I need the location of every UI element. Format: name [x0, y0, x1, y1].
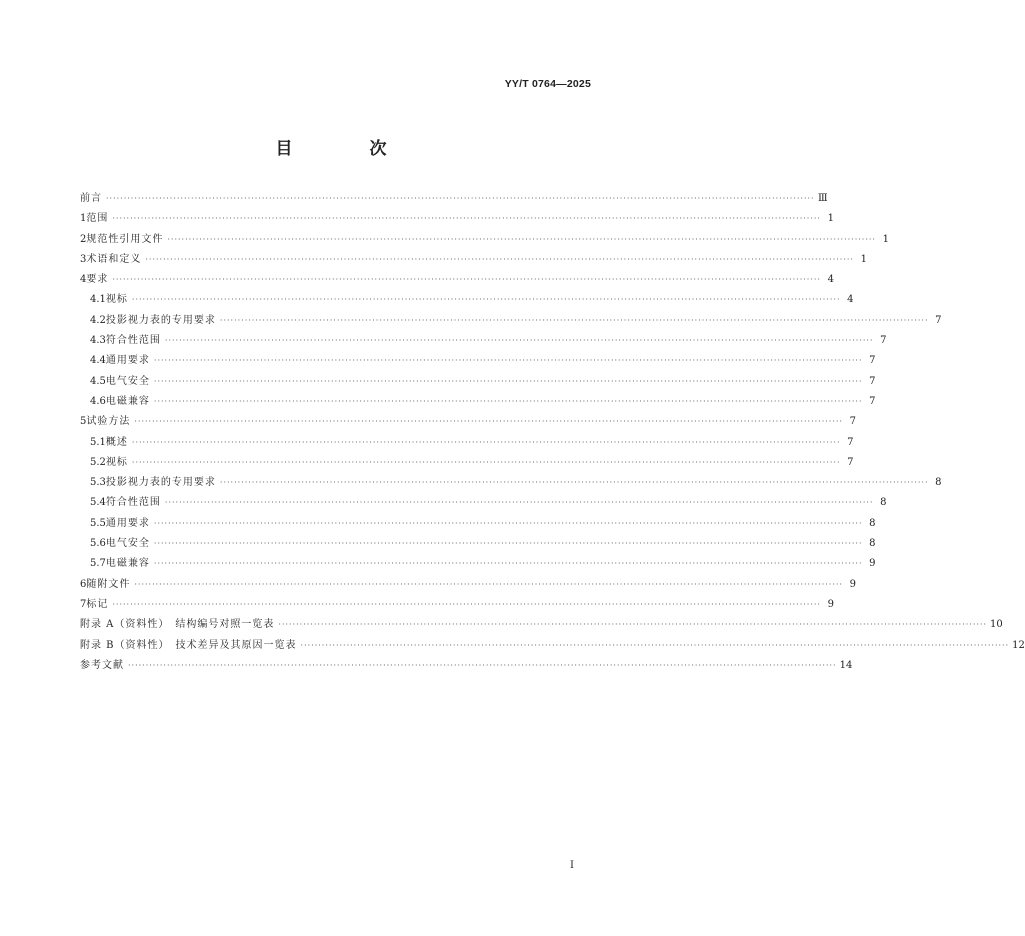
toc-entry-label: 电气安全	[105, 538, 150, 550]
toc-entry-label: 附录 B（资料性） 技术差异及其原因一览表	[80, 639, 297, 651]
toc-dot-leader: ········································································································································································································	[153, 518, 863, 528]
toc-dot-leader: ········································································································································································································	[164, 498, 874, 508]
toc-dot-leader: ········································································································································································································	[106, 194, 815, 203]
toc-entry-page: 14	[839, 659, 853, 671]
toc-entry-label: 投影视力表的专用要求	[105, 477, 216, 489]
toc-entry-page: 9	[827, 598, 834, 610]
toc-entry-label: 要求	[86, 274, 109, 286]
toc-entry-number: 2	[80, 233, 87, 245]
toc-entry-page: 8	[869, 538, 876, 550]
page-title: 目 次	[275, 139, 417, 159]
toc-entry-page: 7	[847, 436, 854, 448]
toc-entry-number: 5.2	[90, 456, 106, 468]
toc-entry-number: 4	[80, 274, 87, 286]
toc-entry-label: 视标	[105, 456, 128, 468]
toc-entry[interactable]	[80, 554, 876, 574]
toc-entry-label: 电磁兼容	[105, 558, 150, 570]
toc-entry[interactable]	[80, 636, 1025, 656]
toc-entry-page: 7	[880, 335, 887, 347]
toc-entry-label: 前言	[80, 193, 102, 204]
toc-entry-page: 4	[847, 294, 854, 306]
toc-entry[interactable]	[80, 230, 889, 250]
toc-entry-page: 7	[849, 416, 856, 428]
toc-entry-label: 投影视力表的专用要求	[105, 314, 216, 326]
toc-entry-page: 12	[1012, 639, 1025, 651]
toc-dot-leader: ········································································································································································································	[131, 295, 841, 305]
toc-dot-leader: ········································································································································································································	[153, 559, 863, 569]
toc-entry-page: 8	[869, 517, 876, 529]
toc-entry-label: 附录 A（资料性） 结构编号对照一览表	[80, 619, 275, 631]
toc-entry-label: 符合性范围	[105, 497, 161, 509]
table-of-contents	[80, 189, 1025, 676]
page-number: Ⅰ	[570, 860, 574, 871]
toc-entry-number: 4.6	[90, 395, 106, 407]
toc-dot-leader: ········································································································································································································	[164, 336, 874, 346]
toc-entry-number: 5.1	[90, 436, 106, 448]
toc-entry-page: 7	[847, 456, 854, 468]
toc-entry-label: 参考文献	[80, 659, 124, 671]
toc-entry-page: Ⅲ	[817, 193, 828, 204]
toc-entry-page: 9	[869, 558, 876, 570]
toc-entry-number: 5	[80, 416, 87, 428]
toc-entry-label: 范围	[86, 213, 109, 225]
toc-entry-number: 3	[80, 253, 87, 265]
toc-entry[interactable]	[80, 656, 853, 676]
toc-entry[interactable]	[80, 250, 867, 270]
toc-entry[interactable]	[80, 575, 856, 595]
toc-entry-page: 7	[869, 395, 876, 407]
toc-entry-label: 视标	[105, 294, 128, 306]
toc-dot-leader: ········································································································································································································	[153, 356, 863, 366]
toc-dot-leader: ········································································································································································································	[153, 376, 863, 386]
toc-entry-label: 电气安全	[105, 375, 150, 387]
toc-dot-leader: ········································································································································································································	[131, 437, 841, 447]
toc-entry-label: 标记	[86, 598, 109, 610]
toc-dot-leader: ········································································································································································································	[153, 539, 863, 549]
toc-entry[interactable]	[80, 514, 876, 534]
toc-entry-number: 5.5	[90, 517, 106, 529]
toc-entry[interactable]	[80, 453, 854, 473]
toc-entry[interactable]	[80, 392, 876, 412]
toc-dot-leader: ········································································································································································································	[153, 396, 863, 406]
toc-dot-leader: ········································································································································································································	[300, 640, 1010, 650]
toc-entry-number: 4.1	[90, 294, 106, 306]
toc-entry[interactable]	[80, 595, 834, 615]
toc-entry[interactable]	[80, 209, 834, 229]
toc-entry[interactable]	[80, 615, 1003, 635]
toc-entry-number: 4.2	[90, 314, 106, 326]
toc-dot-leader: ········································································································································································································	[167, 234, 876, 244]
toc-entry-number: 6	[80, 578, 87, 590]
toc-entry-number: 4.5	[90, 375, 106, 387]
toc-entry-label: 通用要求	[105, 355, 150, 367]
toc-entry-page: 8	[880, 497, 887, 509]
toc-dot-leader: ········································································································································································································	[219, 315, 929, 325]
toc-entry-label: 通用要求	[105, 517, 150, 529]
toc-entry[interactable]	[80, 331, 887, 351]
toc-entry[interactable]	[80, 189, 828, 209]
toc-dot-leader: ········································································································································································································	[134, 417, 843, 427]
toc-entry-number: 5.3	[90, 477, 106, 489]
toc-dot-leader: ········································································································································································································	[131, 457, 841, 467]
standard-code: YY/T 0764—2025	[504, 78, 591, 90]
toc-entry-page: 7	[869, 355, 876, 367]
toc-entry-label: 试验方法	[86, 416, 131, 428]
toc-entry-label: 随附文件	[86, 578, 131, 590]
toc-entry-label: 规范性引用文件	[86, 233, 164, 245]
toc-entry-label: 术语和定义	[86, 253, 142, 265]
toc-entry-number: 4.4	[90, 355, 106, 367]
toc-entry-label: 电磁兼容	[105, 395, 150, 407]
toc-dot-leader: ········································································································································································································	[278, 620, 987, 630]
toc-entry[interactable]	[80, 351, 876, 371]
toc-entry[interactable]	[80, 311, 942, 331]
toc-entry-number: 5.4	[90, 497, 106, 509]
toc-dot-leader: ········································································································································································································	[112, 275, 821, 285]
toc-entry-label: 概述	[105, 436, 128, 448]
toc-entry-number: 5.6	[90, 538, 106, 550]
toc-dot-leader: ········································································································································································································	[134, 579, 843, 589]
toc-entry[interactable]	[80, 290, 854, 310]
toc-dot-leader: ········································································································································································································	[112, 599, 821, 609]
toc-entry-number: 4.3	[90, 335, 106, 347]
toc-entry-page: 1	[827, 213, 834, 225]
toc-dot-leader: ········································································································································································································	[128, 660, 837, 670]
toc-entry[interactable]	[80, 493, 887, 513]
toc-entry-number: 1	[80, 213, 87, 225]
toc-entry-page: 1	[882, 233, 889, 245]
toc-entry[interactable]	[80, 433, 854, 453]
toc-entry-page: 10	[990, 619, 1003, 631]
toc-dot-leader: ········································································································································································································	[145, 254, 854, 264]
toc-entry-page: 7	[935, 314, 942, 326]
toc-entry-page: 4	[827, 274, 834, 286]
toc-entry-page: 1	[860, 253, 867, 265]
toc-entry[interactable]	[80, 412, 856, 432]
toc-entry[interactable]	[80, 534, 876, 554]
toc-entry-number: 7	[80, 598, 87, 610]
toc-entry[interactable]	[80, 473, 942, 493]
toc-dot-leader: ········································································································································································································	[219, 478, 929, 488]
toc-entry[interactable]	[80, 270, 834, 290]
toc-entry-page: 7	[869, 375, 876, 387]
toc-entry-page: 9	[849, 578, 856, 590]
toc-entry-page: 8	[935, 477, 942, 489]
toc-entry-number: 5.7	[90, 558, 106, 570]
toc-entry-label: 符合性范围	[105, 335, 161, 347]
toc-dot-leader: ········································································································································································································	[112, 214, 821, 224]
toc-entry[interactable]	[80, 372, 876, 392]
